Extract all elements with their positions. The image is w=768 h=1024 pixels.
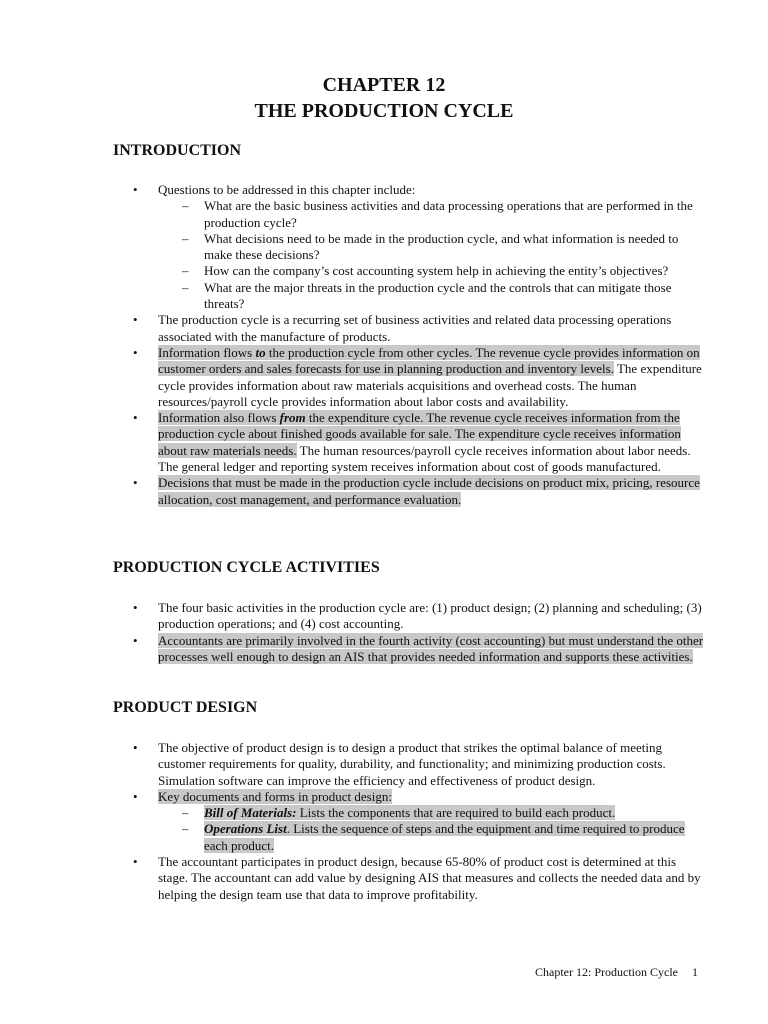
list-item bbox=[133, 475, 708, 508]
chapter-title: THE PRODUCTION CYCLE bbox=[254, 100, 514, 122]
highlighted-text: Decisions that must be made in the production cycle include decisions on product mix, pricing, resource allocation, cost management, and performance evaluation. bbox=[158, 475, 700, 507]
bullet-icon: • bbox=[133, 475, 138, 491]
bullet-icon: • bbox=[133, 182, 138, 197]
list-item-text: The four basic activities in the production cycle are: (1) product design; (2) planning and scheduling; (3) production operations; and (4) cost accounting. bbox=[158, 600, 702, 632]
highlighted-text: Information also flows from the expenditure cycle. The revenue cycle receives information from the production cycle about finished goods available for sale. The expenditure cycle receives information about raw materials needs. bbox=[158, 410, 681, 458]
bullet-icon: • bbox=[133, 312, 138, 328]
page-footer bbox=[535, 964, 698, 980]
sub-list-item: – What are the basic business activities and data processing operations that are performed in the production cycle? bbox=[182, 198, 693, 230]
bullet-icon: • bbox=[133, 854, 138, 870]
list-item: • Information also flows from the expenditure cycle. The revenue cycle receives information from the production cycle about finished goods available for sale. The expenditure cycle receives information about raw materials needs. The human resources/payroll cycle receives information about labor needs. The general ledger and reporting system receives information about cost of goods manufactured. bbox=[133, 410, 691, 475]
list-item bbox=[133, 600, 708, 633]
dash-icon: – bbox=[182, 263, 189, 279]
list-item-text: Questions to be addressed in this chapter include: bbox=[158, 182, 416, 197]
introduction-list bbox=[133, 182, 708, 508]
sub-list-item: – How can the company’s cost accounting system help in achieving the entity’s objectives? bbox=[182, 263, 669, 279]
chapter-number: CHAPTER 12 bbox=[322, 74, 446, 96]
activities-heading: PRODUCTION CYCLE ACTIVITIES bbox=[113, 559, 380, 576]
bullet-icon: • bbox=[133, 600, 138, 615]
list-item-text: The objective of product design is to design a product that strikes the optimal balance of meeting customer requirements for quality, durability, and functionality; and minimizing production costs. Simulation software can improve the efficiency and effectiveness of product design. bbox=[158, 740, 666, 788]
sub-list-item bbox=[158, 821, 708, 854]
dash-icon: – bbox=[182, 198, 189, 214]
sub-list-item bbox=[158, 805, 708, 821]
highlighted-text: Accountants are primarily involved in the fourth activity (cost accounting) but must understand the other processes well enough to design an AIS that provides needed information and supports these activities. bbox=[158, 632, 704, 664]
highlighted-text: Key documents and forms in product design: bbox=[158, 788, 392, 804]
dash-icon: – bbox=[182, 230, 189, 246]
list-item bbox=[133, 633, 708, 666]
dash-icon: – bbox=[182, 279, 189, 295]
list-item bbox=[133, 740, 708, 789]
list-item-text: The accountant participates in product design, because 65-80% of product cost is determined at this stage. The accountant can add value by designing AIS that measures and collects the needed data and by helping the design team use that data to improve profitability. bbox=[158, 854, 701, 902]
highlighted-text: Information flows to the production cycle from other cycles. The revenue cycle provides information on customer orders and sales forecasts for use in planning production and inventory levels. bbox=[158, 344, 700, 377]
product-design-list bbox=[133, 740, 708, 903]
page-number: 1 bbox=[692, 965, 698, 979]
list-item-text: The production cycle is a recurring set of business activities and related data processing operations associated with the manufacture of products. bbox=[158, 312, 672, 344]
footer-text: Chapter 12: Production Cycle bbox=[535, 965, 678, 979]
list-item bbox=[133, 182, 708, 312]
activities-list bbox=[133, 600, 708, 665]
bullet-icon: • bbox=[133, 632, 138, 648]
highlighted-text: Operations List. Lists the sequence of steps and the equipment and time required to produce each product. bbox=[204, 821, 685, 853]
dash-icon: – bbox=[182, 821, 189, 837]
list-item bbox=[133, 312, 708, 345]
list-item bbox=[133, 789, 708, 854]
bullet-icon: • bbox=[133, 344, 138, 360]
sub-list-item: – What decisions need to be made in the production cycle, and what information is needed to make these decisions? bbox=[182, 230, 679, 263]
list-item bbox=[133, 854, 708, 903]
bullet-icon: • bbox=[133, 410, 138, 426]
introduction-heading: INTRODUCTION bbox=[113, 142, 242, 159]
dash-icon: – bbox=[182, 805, 189, 821]
sub-list bbox=[158, 198, 708, 312]
highlighted-text: Bill of Materials: Lists the components that are required to build each product. bbox=[204, 805, 616, 821]
list-item: • Information flows to the production cycle from other cycles. The revenue cycle provides information on customer orders and sales forecasts for use in planning production and inventory levels. The expenditure cycle provides information about raw materials acquisitions and overhead costs. The human resources/payroll cycle provides information about labor costs and availability. bbox=[133, 344, 702, 409]
sub-list bbox=[158, 805, 708, 854]
product-design-heading: PRODUCT DESIGN bbox=[113, 699, 258, 716]
bullet-icon: • bbox=[133, 788, 138, 804]
bullet-icon: • bbox=[133, 740, 138, 755]
sub-list-item: – What are the major threats in the production cycle and the controls that can mitigate those threats? bbox=[182, 279, 672, 312]
